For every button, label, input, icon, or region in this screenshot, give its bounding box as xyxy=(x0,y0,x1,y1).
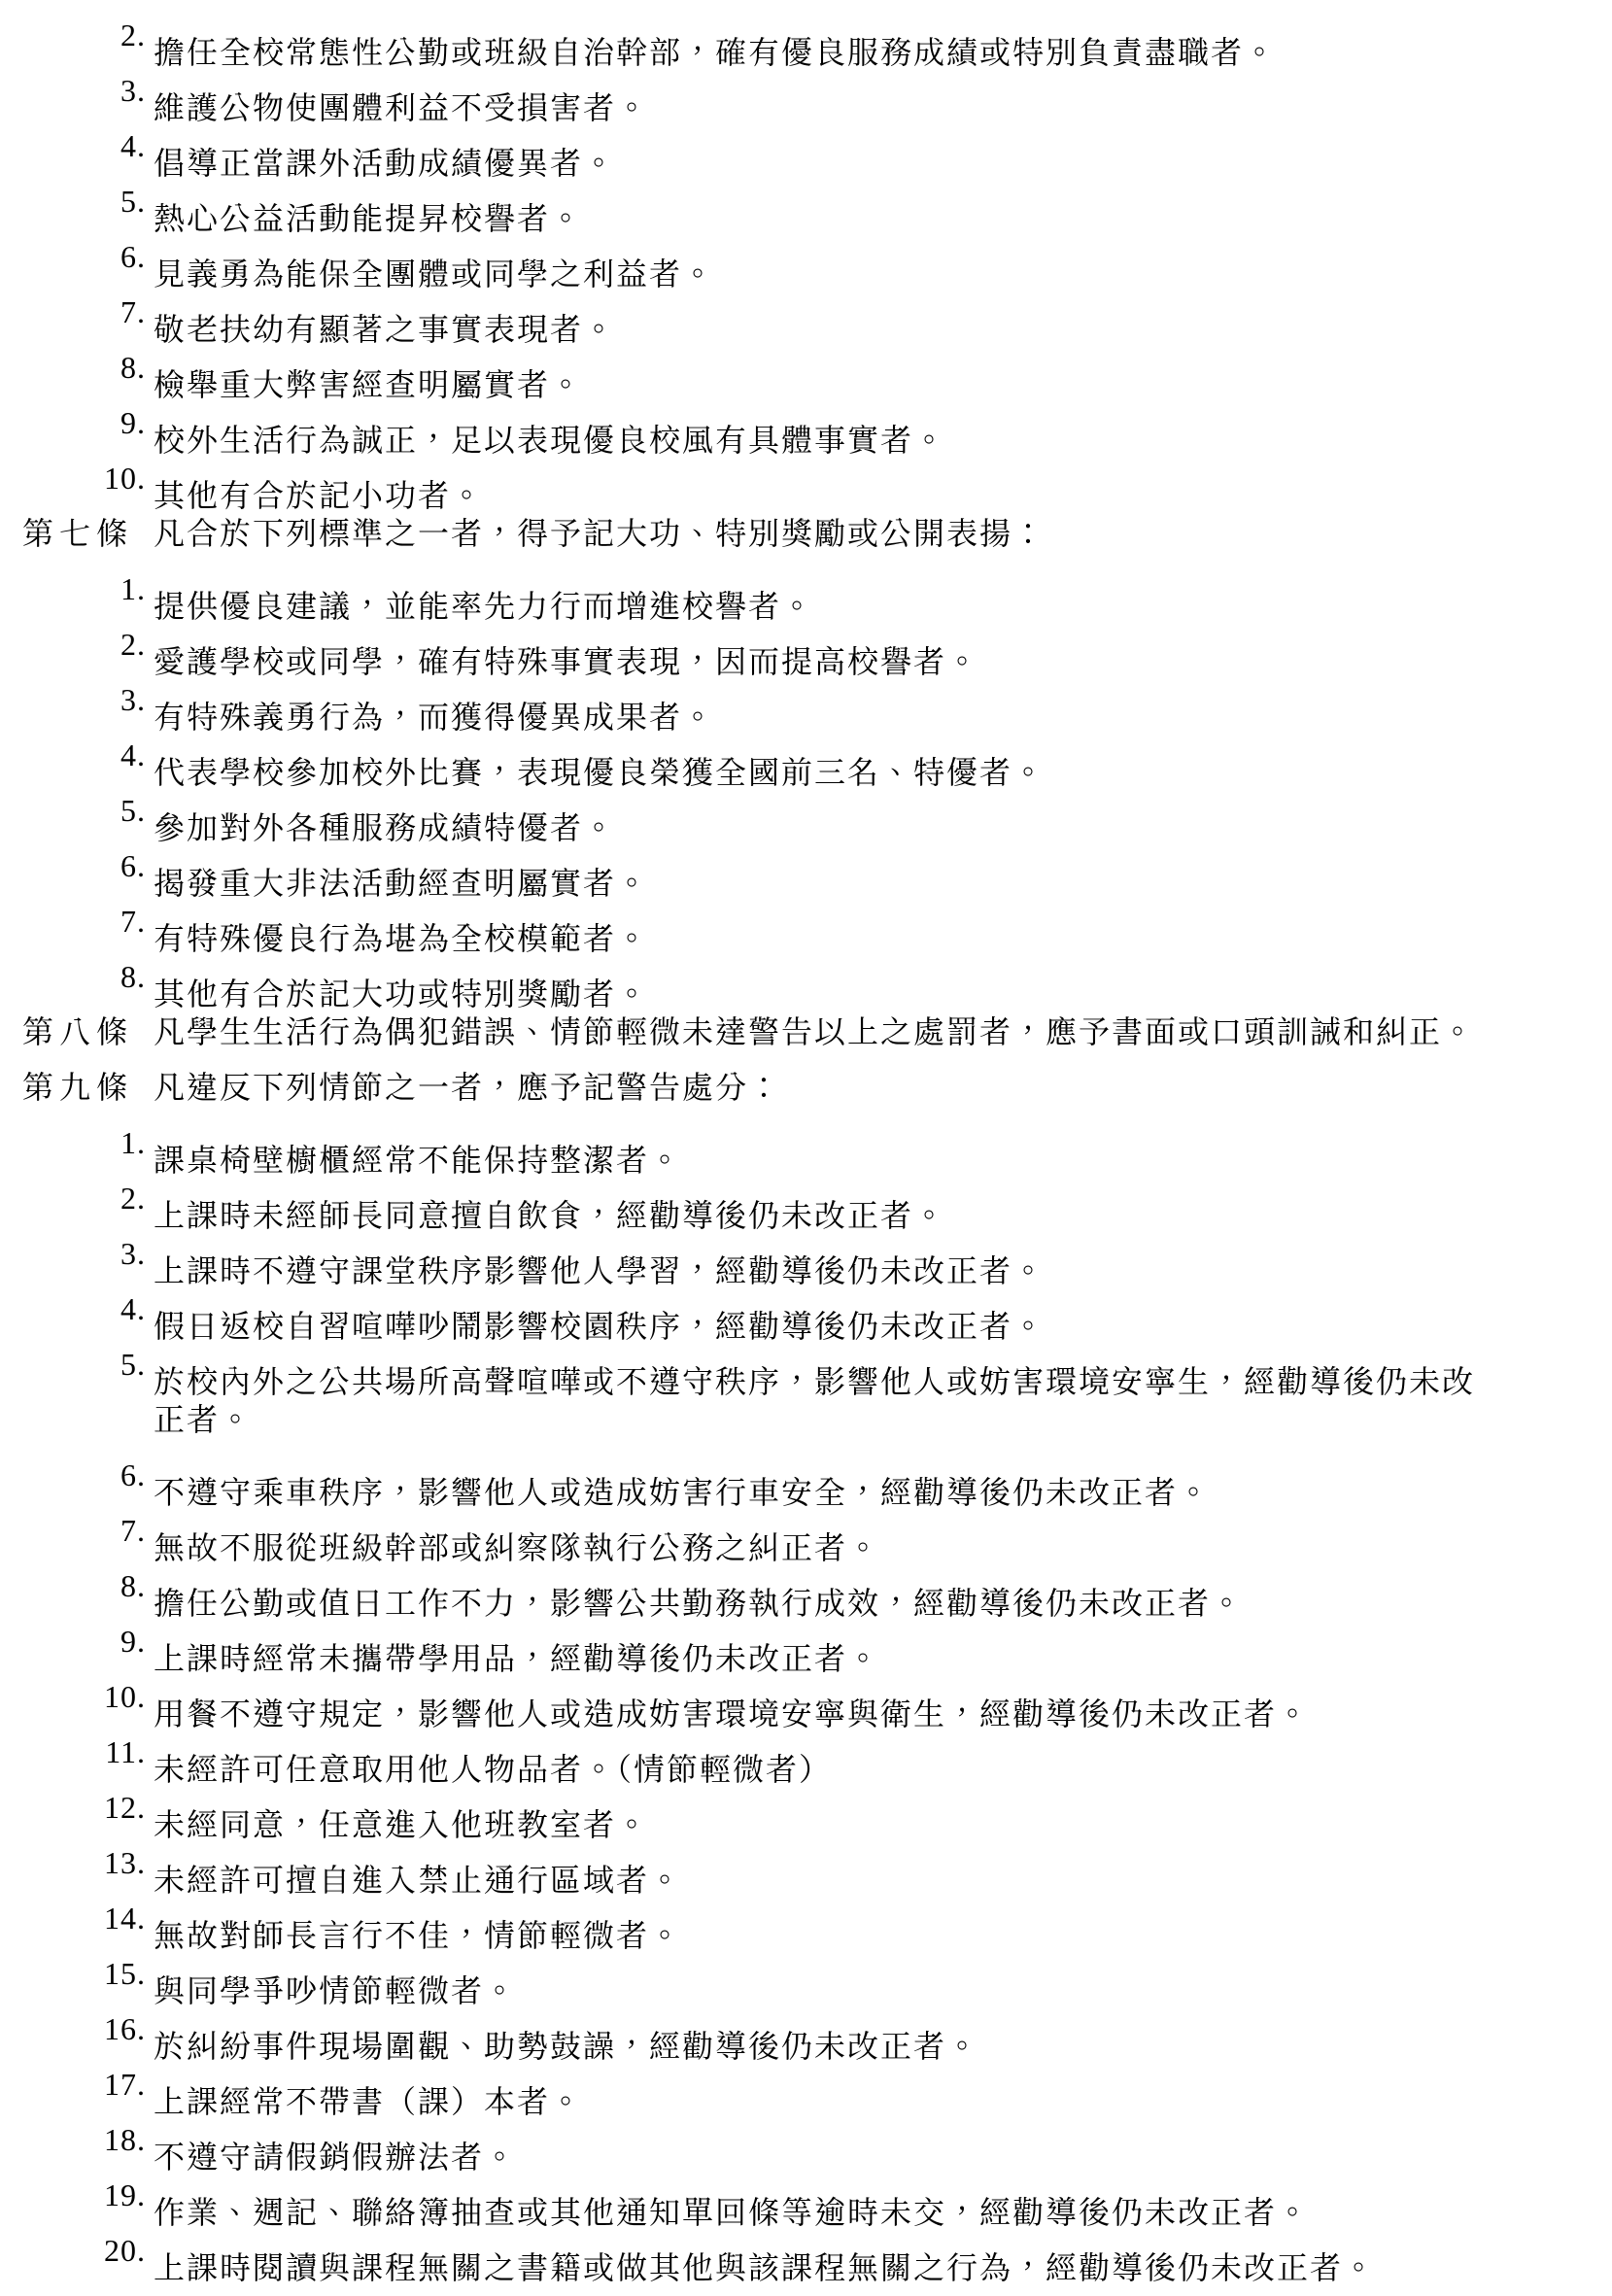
item-number: 3. xyxy=(120,1236,146,1271)
article-label xyxy=(0,2057,22,2112)
article-label xyxy=(0,395,22,451)
line-text: 凡違反下列情節之一者，應予記警告處分： xyxy=(154,1070,782,1105)
line-lead-column xyxy=(0,229,154,285)
item-number: 2. xyxy=(120,1181,146,1216)
line-lead-column xyxy=(0,1282,154,1337)
line-lead-column xyxy=(0,451,154,506)
article-label: 第七條 xyxy=(22,516,134,551)
line-text: 檢舉重大弊害經查明屬實者。 xyxy=(154,367,584,402)
item-number xyxy=(146,1005,154,1060)
article-label xyxy=(0,174,22,229)
item-number: 20. xyxy=(104,2233,146,2268)
item-number: 8. xyxy=(120,1568,146,1603)
line-lead-column xyxy=(0,8,154,63)
line-text: 用餐不遵守規定，影響他人或造成妨害環境安寧與衛生，經勸導後仍未改正者。 xyxy=(154,1696,1311,1731)
article-label xyxy=(0,2223,22,2279)
document-line xyxy=(0,8,1612,70)
line-lead-column xyxy=(0,1835,154,1891)
item-number: 18. xyxy=(104,2122,146,2157)
line-text: 提供優良建議，並能率先力行而增進校譽者。 xyxy=(154,589,815,624)
item-number: 3. xyxy=(120,73,146,108)
item-number: 9. xyxy=(120,405,146,440)
line-lead-column xyxy=(0,894,154,949)
line-text: 上課時經常未攜帶學用品，經勸導後仍未改正者。 xyxy=(154,1641,881,1676)
article-label xyxy=(0,1559,22,1614)
line-lead-column xyxy=(0,2057,154,2112)
line-text: 與同學爭吵情節輕微者。 xyxy=(154,1973,518,2008)
article-label xyxy=(0,2168,22,2223)
line-text: 正者。 xyxy=(154,1402,254,1437)
line-lead-column xyxy=(0,395,154,451)
line-lead-column xyxy=(0,617,154,672)
article-label xyxy=(0,340,22,395)
item-number: 10. xyxy=(104,1679,146,1714)
item-number: 3. xyxy=(120,682,146,717)
item-number: 4. xyxy=(120,128,146,163)
article-label xyxy=(0,229,22,285)
line-text: 愛護學校或同學，確有特殊事實表現，因而提高校譽者。 xyxy=(154,644,980,679)
line-lead-column xyxy=(0,1503,154,1559)
line-lead-column xyxy=(0,1171,154,1226)
line-lead-column xyxy=(0,1337,154,1392)
item-number: 9. xyxy=(120,1624,146,1659)
line-text: 未經同意，任意進入他班教室者。 xyxy=(154,1807,650,1842)
article-label xyxy=(0,672,22,728)
line-text: 見義勇為能保全團體或同學之利益者。 xyxy=(154,257,716,291)
line-lead-column xyxy=(0,1448,154,1503)
item-number: 7. xyxy=(120,294,146,329)
line-text: 於校內外之公共場所高聲喧嘩或不遵守秩序，影響他人或妨害環境安寧生，經勸導後仍未改 xyxy=(154,1364,1476,1399)
line-lead-column xyxy=(0,63,154,119)
line-text: 不遵守請假銷假辦法者。 xyxy=(154,2140,518,2175)
line-lead-column xyxy=(0,562,154,617)
item-number: 15. xyxy=(104,1956,146,1991)
line-lead-column xyxy=(0,2223,154,2279)
document-line xyxy=(0,506,1612,562)
line-text: 熱心公益活動能提昇校譽者。 xyxy=(154,201,584,236)
line-text: 不遵守乘車秩序，影響他人或造成妨害行車安全，經勸導後仍未改正者。 xyxy=(154,1475,1212,1510)
line-text: 無故不服從班級幹部或糾察隊執行公務之糾正者。 xyxy=(154,1530,881,1565)
line-text: 於糾紛事件現場圍觀、助勢鼓譟，經勸導後仍未改正者。 xyxy=(154,2029,980,2064)
line-text: 未經許可擅自進入禁止通行區域者。 xyxy=(154,1863,683,1898)
article-label xyxy=(0,63,22,119)
line-text: 代表學校參加校外比賽，表現優良榮獲全國前三名、特優者。 xyxy=(154,755,1046,790)
line-text: 凡合於下列標準之一者，得予記大功、特別獎勵或公開表揚： xyxy=(154,516,1046,551)
item-number: 6. xyxy=(120,1457,146,1492)
line-lead-column xyxy=(0,728,154,783)
item-number: 6. xyxy=(120,239,146,274)
article-label xyxy=(0,949,22,1005)
article-label xyxy=(0,1226,22,1282)
item-number: 19. xyxy=(104,2177,146,2212)
item-number: 5. xyxy=(120,1347,146,1382)
article-label xyxy=(0,617,22,672)
line-text: 上課經常不帶書（課）本者。 xyxy=(154,2084,584,2119)
article-label xyxy=(0,8,22,63)
article-label: 第九條 xyxy=(22,1070,134,1105)
item-number: 4. xyxy=(120,1291,146,1326)
line-text: 假日返校自習喧嘩吵鬧影響校園秩序，經勸導後仍未改正者。 xyxy=(154,1309,1046,1344)
document-line xyxy=(0,1448,1612,1510)
article-label xyxy=(0,2002,22,2057)
line-text: 倡導正當課外活動成績優異者。 xyxy=(154,146,617,181)
article-label xyxy=(0,1946,22,2002)
article-label xyxy=(0,894,22,949)
line-text: 凡學生生活行為偶犯錯誤、情節輕微未達警告以上之處罰者，應予書面或口頭訓誡和糾正。 xyxy=(154,1014,1476,1049)
article-label xyxy=(0,562,22,617)
line-lead-column xyxy=(0,340,154,395)
item-number: 11. xyxy=(105,1734,146,1769)
line-lead-column xyxy=(0,2168,154,2223)
item-number: 10. xyxy=(104,461,146,496)
item-number xyxy=(146,1060,154,1115)
line-text: 未經許可任意取用他人物品者。（情節輕微者） xyxy=(154,1752,833,1787)
item-number: 7. xyxy=(120,904,146,939)
line-lead-column xyxy=(0,1226,154,1282)
item-number: 8. xyxy=(120,959,146,994)
item-number xyxy=(146,506,154,562)
item-number: 7. xyxy=(120,1513,146,1548)
item-number: 17. xyxy=(104,2067,146,2102)
line-lead-column xyxy=(0,839,154,894)
line-lead-column xyxy=(0,1060,154,1115)
line-lead-column xyxy=(0,783,154,839)
item-number: 13. xyxy=(104,1845,146,1880)
item-number: 6. xyxy=(120,848,146,883)
line-text: 上課時未經師長同意擅自飲食，經勸導後仍未改正者。 xyxy=(154,1198,947,1233)
article-label xyxy=(0,1669,22,1725)
article-label xyxy=(0,2112,22,2168)
article-label xyxy=(0,1448,22,1503)
line-text: 擔任全校常態性公勤或班級自治幹部，確有優良服務成績或特別負責盡職者。 xyxy=(154,35,1278,70)
article-label xyxy=(0,1503,22,1559)
item-number: 14. xyxy=(104,1901,146,1936)
item-number: 1. xyxy=(120,571,146,606)
line-lead-column xyxy=(0,672,154,728)
line-lead-column xyxy=(0,1005,154,1060)
line-lead-column xyxy=(0,1780,154,1835)
document-line xyxy=(0,562,1612,624)
line-text: 其他有合於記小功者。 xyxy=(154,478,485,513)
line-lead-column xyxy=(0,949,154,1005)
line-text: 課桌椅壁櫥櫃經常不能保持整潔者。 xyxy=(154,1143,683,1178)
line-text: 擔任公勤或值日工作不力，影響公共勤務執行成效，經勸導後仍未改正者。 xyxy=(154,1586,1245,1621)
line-lead-column xyxy=(0,1559,154,1614)
item-number: 2. xyxy=(120,627,146,662)
line-text: 上課時閱讀與課程無關之書籍或做其他與該課程無關之行為，經勸導後仍未改正者。 xyxy=(154,2250,1377,2285)
article-label xyxy=(0,285,22,340)
article-label xyxy=(0,1891,22,1946)
document-line xyxy=(0,1060,1612,1115)
article-label xyxy=(0,1171,22,1226)
line-text: 其他有合於記大功或特別獎勵者。 xyxy=(154,977,650,1011)
article-label: 第八條 xyxy=(22,1014,134,1049)
item-number: 2. xyxy=(120,17,146,52)
article-label xyxy=(0,839,22,894)
document-line xyxy=(0,1005,1612,1060)
line-text: 無故對師長言行不佳，情節輕微者。 xyxy=(154,1918,683,1953)
line-lead-column xyxy=(0,2112,154,2168)
line-lead-column xyxy=(0,1946,154,2002)
item-number: 5. xyxy=(120,184,146,219)
item-number: 5. xyxy=(120,793,146,828)
article-label xyxy=(0,1725,22,1780)
line-lead-column xyxy=(0,1669,154,1725)
line-lead-column xyxy=(0,1115,154,1171)
line-text: 有特殊義勇行為，而獲得優異成果者。 xyxy=(154,700,716,735)
line-text: 上課時不遵守課堂秩序影響他人學習，經勸導後仍未改正者。 xyxy=(154,1253,1046,1288)
item-number: 4. xyxy=(120,737,146,772)
line-lead-column xyxy=(0,1725,154,1780)
line-lead-column xyxy=(0,1614,154,1669)
line-lead-column xyxy=(0,119,154,174)
line-text: 有特殊優良行為堪為全校模範者。 xyxy=(154,921,650,956)
article-label xyxy=(0,1614,22,1669)
article-label xyxy=(0,728,22,783)
item-number: 8. xyxy=(120,350,146,385)
article-label xyxy=(0,1780,22,1835)
article-label xyxy=(0,1337,22,1392)
line-text: 作業、週記、聯絡簿抽查或其他通知單回條等逾時未交，經勸導後仍未改正者。 xyxy=(154,2195,1311,2230)
regulation-lines xyxy=(0,8,1612,2285)
article-label xyxy=(0,1115,22,1171)
article-label xyxy=(0,1835,22,1891)
article-label xyxy=(0,119,22,174)
item-number: 16. xyxy=(104,2011,146,2046)
article-label xyxy=(0,783,22,839)
line-text: 敬老扶幼有顯著之事實表現者。 xyxy=(154,312,617,347)
item-number: 1. xyxy=(120,1125,146,1160)
item-number: 12. xyxy=(104,1790,146,1825)
line-lead-column xyxy=(0,174,154,229)
line-lead-column xyxy=(0,2002,154,2057)
line-lead-column xyxy=(0,506,154,562)
article-label xyxy=(0,451,22,506)
document-line xyxy=(0,1115,1612,1178)
line-text: 維護公物使團體利益不受損害者。 xyxy=(154,90,650,125)
line-lead-column xyxy=(0,285,154,340)
article-label xyxy=(0,1282,22,1337)
line-text: 校外生活行為誠正，足以表現優良校風有具體事實者。 xyxy=(154,423,947,458)
line-text: 參加對外各種服務成績特優者。 xyxy=(154,810,617,845)
line-lead-column xyxy=(0,1891,154,1946)
line-text: 揭發重大非法活動經查明屬實者。 xyxy=(154,866,650,901)
